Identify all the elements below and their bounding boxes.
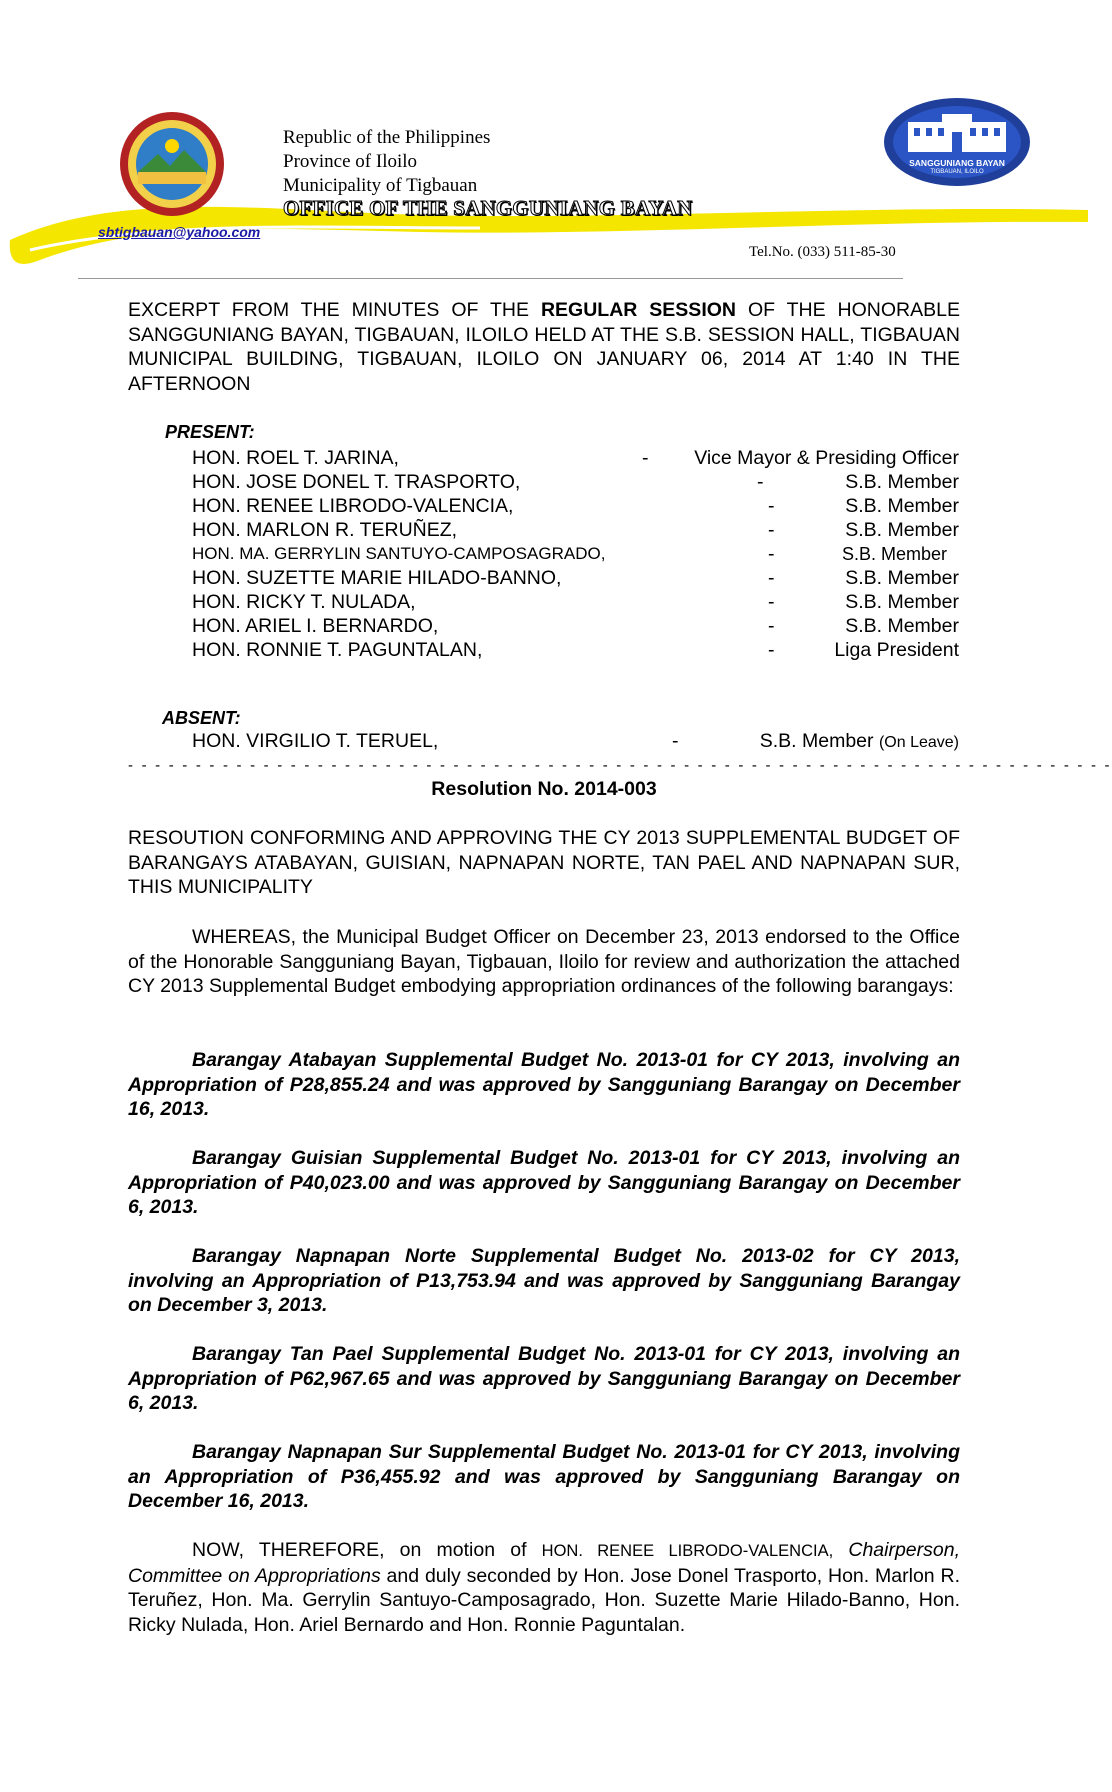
resolution-number: Resolution No. 2014-003: [431, 778, 657, 800]
absent-dash: -: [672, 730, 679, 752]
present-label: PRESENT:: [165, 422, 255, 442]
absent-name: HON. VIRGILIO T. TERUEL,: [192, 730, 439, 752]
letterhead-republic: Republic of the Philippines: [283, 127, 491, 148]
attendee-dash: -: [757, 471, 764, 493]
office-title: OFFICE OF THE SANGGUNIANG BAYAN: [283, 196, 693, 220]
attendee-row: [192, 470, 959, 494]
attendee-position: S.B. Member: [845, 591, 959, 613]
barangay-budget-item: Barangay Napnapan Sur Supplemental Budget No. 2013-01 for CY 2013, involving an Appropriation of P36,455.92 and was approved by Sangguniang Barangay on December 16, 2013.: [128, 1441, 960, 1512]
barangay-budget-item: Barangay Guisian Supplemental Budget No. 2013-01 for CY 2013, involving an Appropriation of P40,023.00 and was approved by Sangguniang Barangay on December 6, 2013.: [128, 1147, 960, 1218]
attendee-dash: -: [768, 519, 775, 541]
telephone-number: Tel.No. (033) 511-85-30: [749, 244, 896, 260]
seal-right-caption: SANGGUNIANG BAYAN: [909, 158, 1005, 168]
barangay-budget-item: Barangay Napnapan Norte Supplemental Budget No. 2013-02 for CY 2013, involving an Appropriation of P13,753.94 and was approved by Sangguniang Barangay on December 3, 2013.: [128, 1245, 960, 1316]
excerpt-pre: EXCERPT FROM THE MINUTES OF THE: [128, 299, 541, 321]
letterhead-lines: [283, 126, 490, 198]
attendee-name: HON. RENEE LIBRODO-VALENCIA,: [192, 495, 514, 517]
attendee-name: HON. RICKY T. NULADA,: [192, 591, 416, 613]
attendee-name: HON. MA. GERRYLIN SANTUYO-CAMPOSAGRADO,: [192, 544, 606, 563]
attendee-dash: -: [768, 567, 775, 589]
whereas-paragraph: WHEREAS, the Municipal Budget Officer on December 23, 2013 endorsed to the Office of the Honorable Sangguniang Bayan, Tigbauan, Iloilo for review and authorization the attached CY 2013 Supplemental Budget embodying appropriation ordinances of the following barangays:: [128, 926, 960, 997]
attendee-name: HON. ARIEL I. BERNARDO,: [192, 615, 439, 637]
letterhead-municipality: Municipality of Tigbauan: [283, 175, 478, 196]
excerpt-paragraph: [128, 298, 960, 396]
attendee-dash: -: [642, 447, 649, 469]
barangay-budget-item: Barangay Tan Pael Supplemental Budget No. 2013-01 for CY 2013, involving an Appropriation of P62,967.65 and was approved by Sangguniang Barangay on December 6, 2013.: [128, 1343, 960, 1414]
resolution-title: RESOUTION CONFORMING AND APPROVING THE CY 2013 SUPPLEMENTAL BUDGET OF BARANGAYS ATABAYAN, GUISIAN, NAPNAPAN NORTE, TAN PAEL AND NAPNAPAN SUR, THIS MUNICIPALITY: [128, 827, 960, 898]
attendee-name: HON. JOSE DONEL T. TRASPORTO,: [192, 471, 521, 493]
attendee-name: HON. ROEL T. JARINA,: [192, 447, 399, 469]
attendee-position: S.B. Member: [841, 544, 947, 564]
attendee-name: HON. SUZETTE MARIE HILADO-BANNO,: [192, 567, 562, 589]
attendee-dash: -: [768, 615, 775, 637]
attendee-dash: -: [768, 639, 775, 661]
excerpt-session-type: REGULAR SESSION: [540, 299, 736, 321]
municipality-seal-logo: [118, 110, 226, 218]
attendee-position: Liga President: [834, 639, 959, 661]
attendee-row: [192, 566, 959, 590]
now-therefore-intro: NOW, THEREFORE, on motion of: [192, 1539, 542, 1561]
email-link[interactable]: sbtigbauan@yahoo.com: [98, 224, 261, 240]
motion-by-title: Chairperson, Committee on Appropriations: [128, 1539, 960, 1587]
attendee-position: S.B. Member: [845, 567, 959, 589]
section-separator: - - - - - - - - - - - - - - - - - - - - - - - - - - - - - - - - - - - - - - - - - - - - - - - - - - - - - - - - - - - - - - - - - - - - - - - - -: [128, 757, 1112, 774]
barangay-budget-item: Barangay Atabayan Supplemental Budget No. 2013-01 for CY 2013, involving an Appropriation of P28,855.24 and was approved by Sangguniang Barangay on December 16, 2013.: [128, 1049, 960, 1120]
now-therefore-paragraph: [128, 1538, 960, 1637]
attendee-row: [192, 590, 959, 614]
absent-position: S.B. Member: [759, 730, 874, 752]
header-divider: [78, 278, 903, 279]
letterhead-province: Province of Iloilo: [283, 151, 418, 172]
attendee-position: Vice Mayor & Presiding Officer: [694, 447, 959, 469]
now-therefore-rest: and duly seconded by Hon. Jose Donel Trasporto, Hon. Marlon R. Teruñez, Hon. Ma. Gerrylin Santuyo-Camposagrado, Hon. Suzette Marie Hilado-Banno, Hon. Ricky Nulada, Hon. Ariel Bernardo and Hon. Ronnie Paguntalan.: [128, 1564, 960, 1636]
attendee-row: [192, 518, 959, 542]
absent-row: [192, 729, 959, 753]
attendee-position: S.B. Member: [845, 519, 959, 541]
excerpt-post: OF THE HONORABLE SANGGUNIANG BAYAN, TIGBAUAN, ILOILO HELD AT THE S.B. SESSION HALL, TIGBAUAN MUNICIPAL BUILDING, TIGBAUAN, ILOILO ON JANUARY 06, 2014 AT 1:40 IN THE AFTERNOON: [128, 299, 960, 395]
attendee-position: S.B. Member: [845, 495, 959, 517]
attendee-position: S.B. Member: [845, 615, 959, 637]
motion-by-name: HON. RENEE LIBRODO-VALENCIA,: [541, 1542, 834, 1560]
attendee-row: [192, 494, 959, 518]
attendee-row: [192, 614, 959, 638]
attendee-dash: -: [768, 591, 775, 613]
absent-note: (On Leave): [878, 734, 959, 751]
absent-label: ABSENT:: [162, 708, 241, 728]
attendee-dash: -: [768, 543, 775, 565]
attendee-name: HON. RONNIE T. PAGUNTALAN,: [192, 639, 483, 661]
attendee-name: HON. MARLON R. TERUÑEZ,: [192, 519, 458, 541]
attendee-dash: -: [768, 495, 775, 517]
attendee-row: [192, 638, 959, 662]
attendee-row: [192, 542, 959, 566]
attendee-position: S.B. Member: [845, 471, 959, 493]
seal-right-subcaption: TIGBAUAN, ILOILO: [930, 169, 984, 175]
attendee-row: [192, 446, 959, 470]
